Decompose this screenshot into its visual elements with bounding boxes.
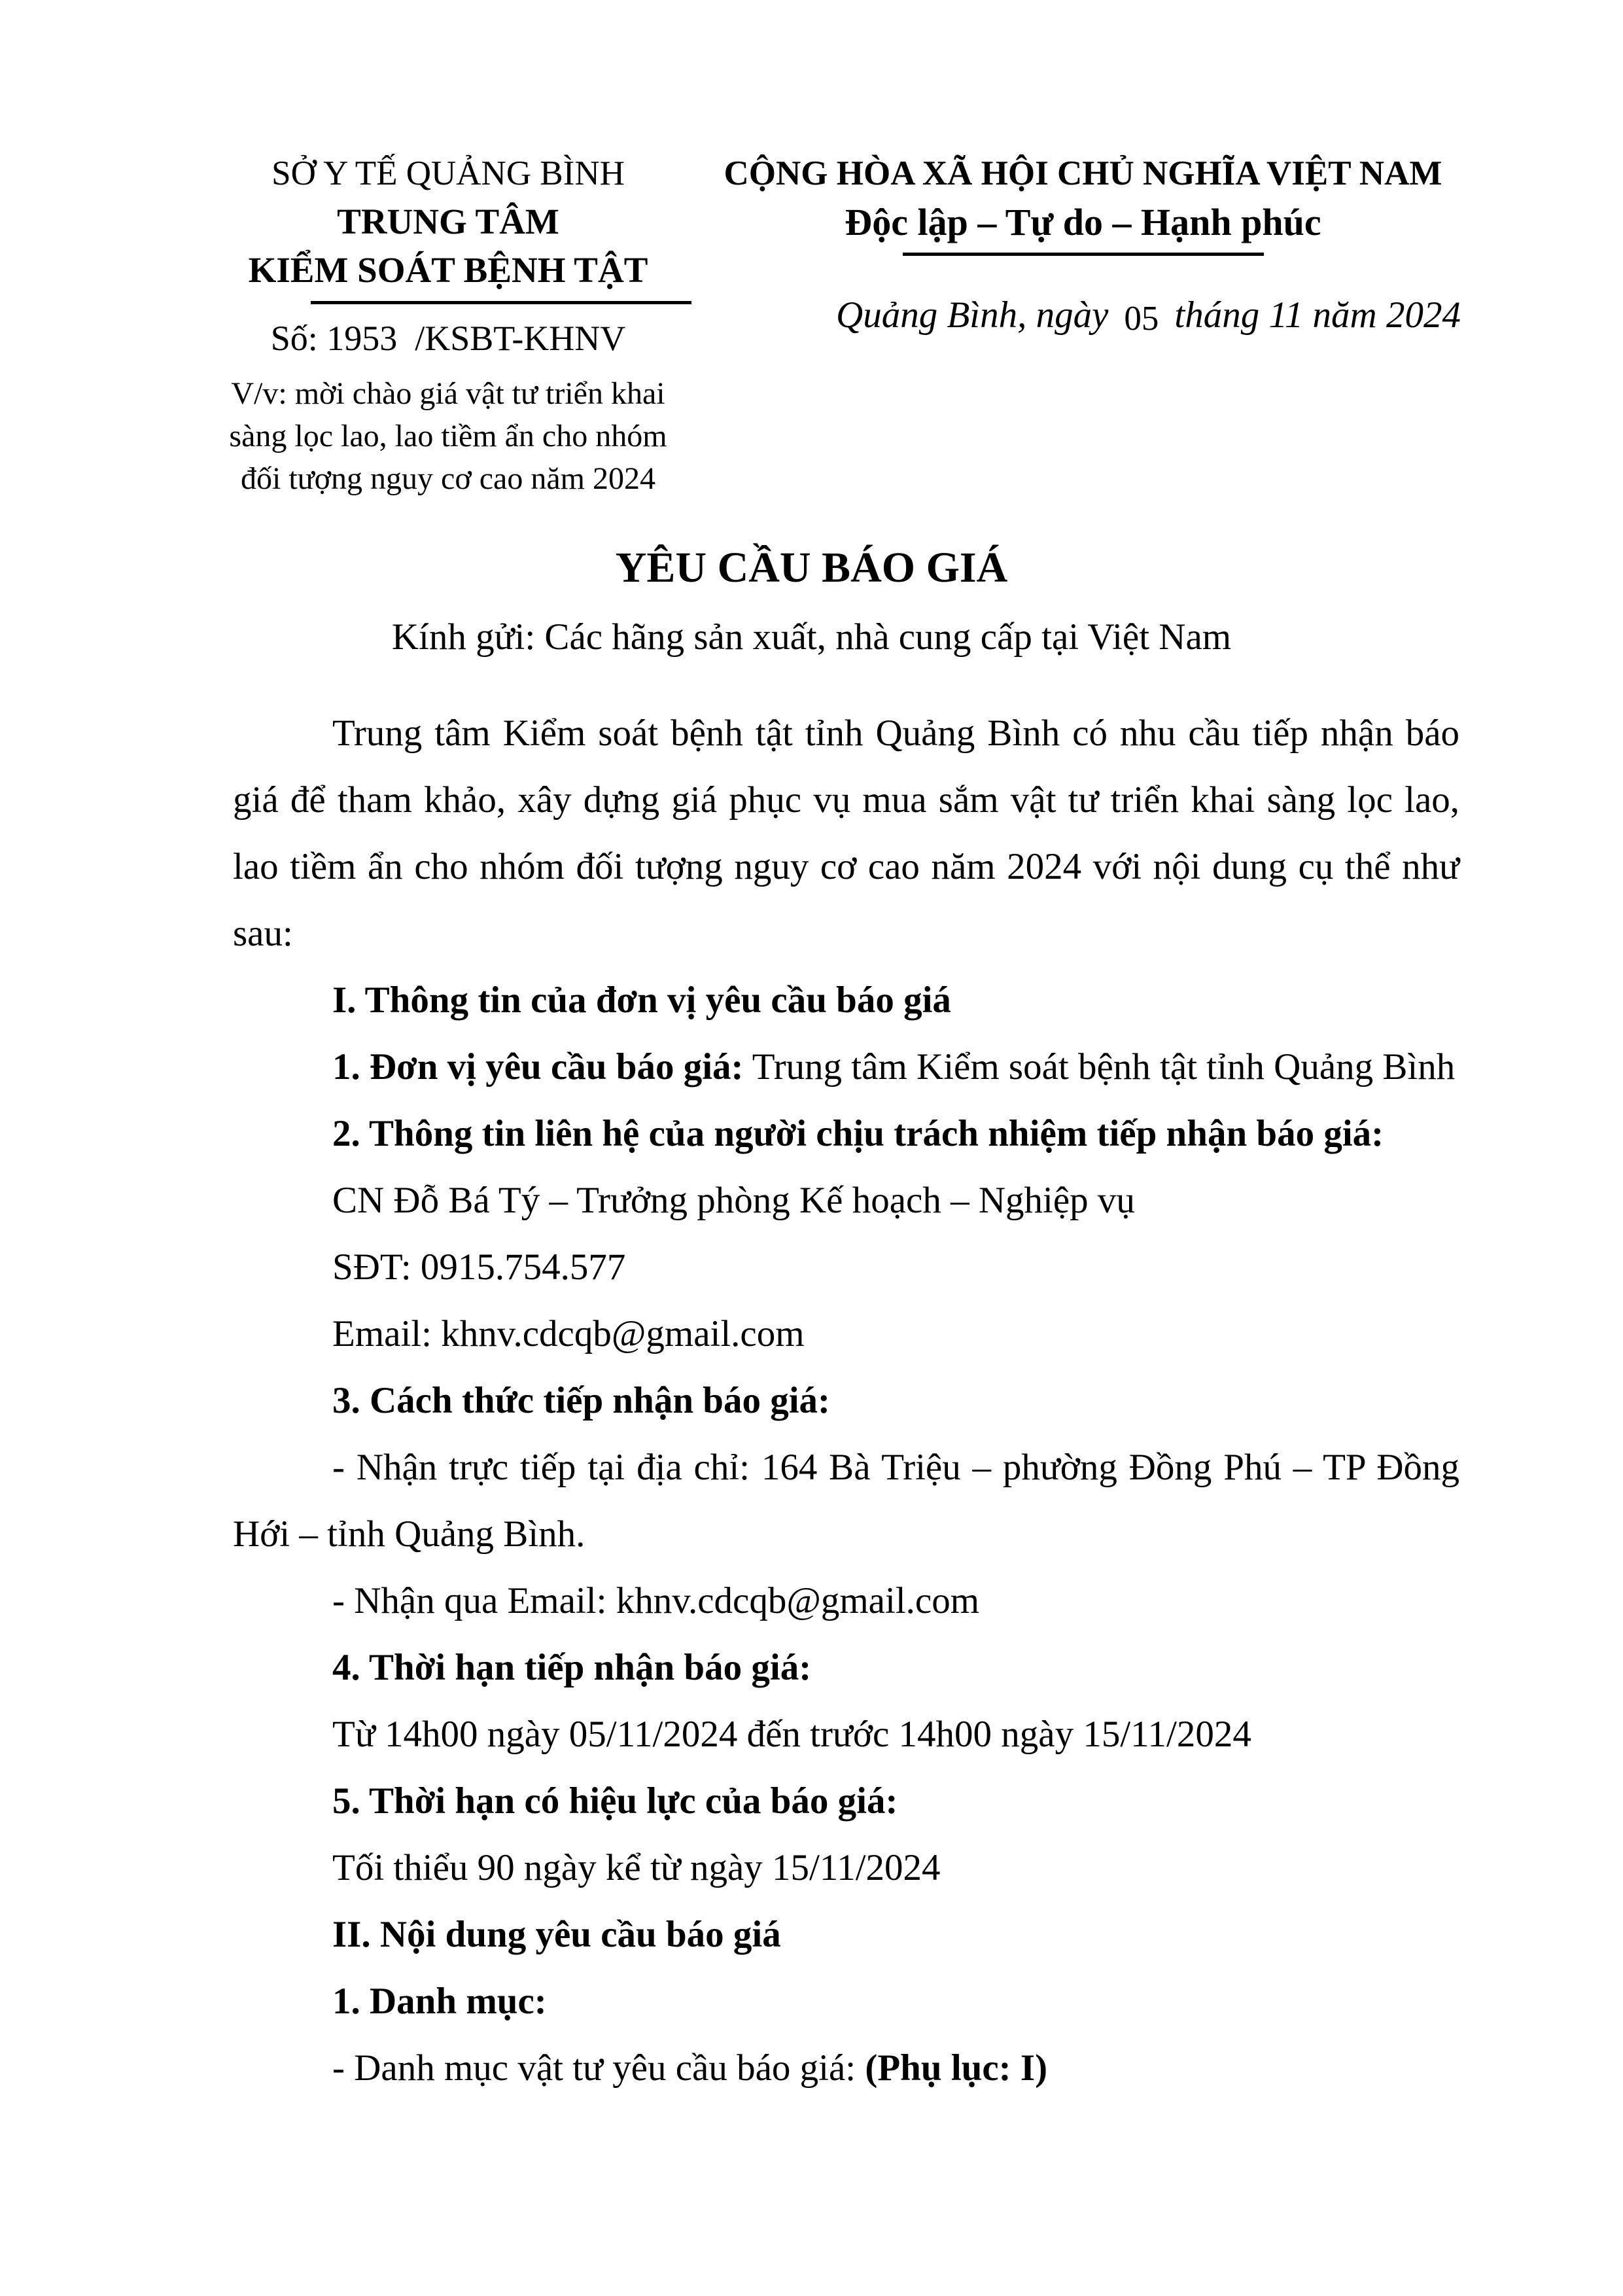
document-body xyxy=(0,663,1623,2102)
item-1-value: Trung tâm Kiểm soát bệnh tật tỉnh Quảng Bình xyxy=(752,1046,1456,1087)
issuer-underline-rule xyxy=(311,301,691,304)
issuer-org-line2: KIỂM SOÁT BỆNH TẬT xyxy=(248,250,648,290)
catalog-text: - Danh mục vật tư yêu cầu báo giá: xyxy=(332,2047,865,2089)
section-1-heading: I. Thông tin của đơn vị yêu cầu báo giá xyxy=(332,980,951,1021)
document-title: YÊU CẦU BÁO GIÁ xyxy=(615,544,1008,592)
item-1-label: 1. Đơn vị yêu cầu báo giá: xyxy=(332,1046,744,1087)
date-day: 05 xyxy=(1124,300,1159,338)
intro-paragraph: Trung tâm Kiểm soát bệnh tật tỉnh Quảng Bình có nhu cầu tiếp nhận báo giá để tham khảo, xây dựng giá phục vụ mua sắm vật tư triển khai sàng lọc lao, lao tiềm ẩn cho nhóm đối tượng nguy cơ cao năm 2024 với nội dung cụ thể như sau: xyxy=(233,713,1459,954)
section-1-item-1 xyxy=(233,1034,1459,1101)
validity-line: Tối thiểu 90 ngày kể từ ngày 15/11/2024 xyxy=(332,1847,941,1888)
section-2-item-1-heading: 1. Danh mục: xyxy=(332,1981,547,2022)
national-title: CỘNG HÒA XÃ HỘI CHỦ NGHĨA VIỆT NAM xyxy=(724,154,1442,192)
section-1-item-3-heading: 3. Cách thức tiếp nhận báo giá: xyxy=(332,1380,831,1421)
national-motto: Độc lập – Tự do – Hạnh phúc xyxy=(845,201,1321,243)
section-2-heading: II. Nội dung yêu cầu báo giá xyxy=(332,1914,781,1955)
issuer-org-line1: TRUNG TÂM xyxy=(337,202,559,241)
deadline-line: Từ 14h00 ngày 05/11/2024 đến trước 14h00 ngày 15/11/2024 xyxy=(332,1714,1251,1755)
date-prefix: Quảng Bình, ngày xyxy=(836,294,1109,336)
receive-email-line: - Nhận qua Email: khnv.cdcqb@gmail.com xyxy=(332,1580,980,1621)
receive-direct-line: - Nhận trực tiếp tại địa chỉ: 164 Bà Triệu – phường Đồng Phú – TP Đồng Hới – tỉnh Quảng Bình. xyxy=(233,1447,1459,1555)
catalog-line xyxy=(233,2035,1459,2102)
section-1-item-2-heading: 2. Thông tin liên hệ của người chịu trách nhiệm tiếp nhận báo giá: xyxy=(332,1113,1384,1154)
issuer-parent-org: SỞ Y TẾ QUẢNG BÌNH xyxy=(271,154,625,192)
document-header xyxy=(0,0,1623,500)
date-suffix: tháng 11 năm 2024 xyxy=(1174,294,1461,336)
national-header-block xyxy=(700,149,1466,339)
contact-phone-line: SĐT: 0915.754.577 xyxy=(332,1246,626,1288)
contact-name-line: CN Đỗ Bá Tý – Trưởng phòng Kế hoạch – Nghiệp vụ xyxy=(332,1180,1135,1221)
place-date-line xyxy=(765,292,1531,339)
section-1-item-4-heading: 4. Thời hạn tiếp nhận báo giá: xyxy=(332,1647,812,1688)
contact-email-line: Email: khnv.cdcqb@gmail.com xyxy=(332,1313,805,1354)
motto-underline-rule xyxy=(903,253,1264,256)
document-number: Số: 1953 /KSBT-KHNV xyxy=(270,319,626,358)
issuer-block xyxy=(196,149,700,500)
section-1-item-5-heading: 5. Thời hạn có hiệu lực của báo giá: xyxy=(332,1780,898,1822)
salutation-line: Kính gửi: Các hãng sản xuất, nhà cung cấp tại Việt Nam xyxy=(391,616,1232,658)
document-subject: V/v: mời chào giá vật tư triển khai sàng lọc lao, lao tiềm ẩn cho nhóm đối tượng nguy cơ cao năm 2024 xyxy=(229,376,667,496)
catalog-appendix: (Phụ lục: I) xyxy=(865,2047,1048,2089)
